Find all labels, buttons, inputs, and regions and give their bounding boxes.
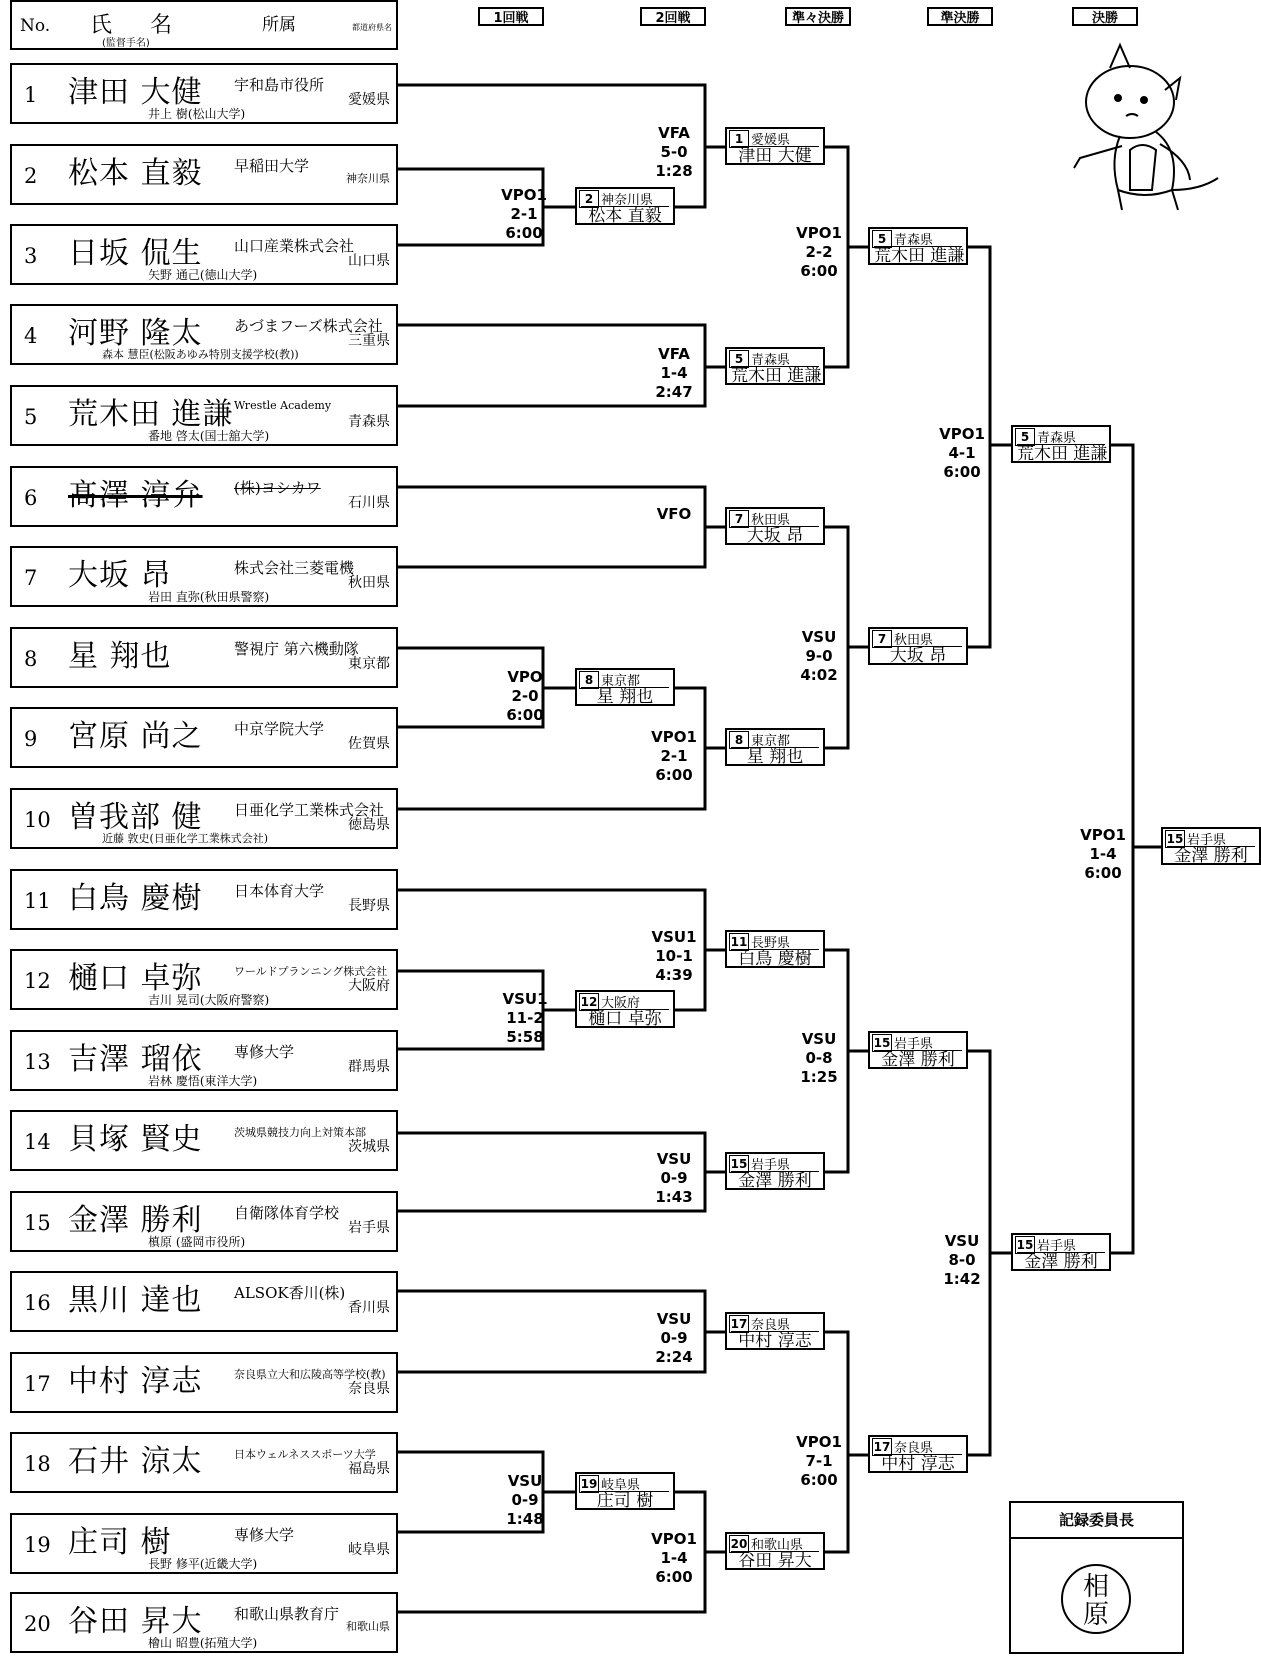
round-label-sf: 準決勝 [927,7,993,26]
athlete-name: 白鳥 慶樹 [68,881,203,916]
wire-r1-out [543,207,575,1492]
athlete-coach: 近藤 敦史(日亜化学工業株式会社) [102,832,269,845]
athlete-coach: 槙原 (盛岡市役所) [148,1235,246,1249]
athlete-prefecture: 佐賀県 [348,736,390,752]
bout-result: VFO [656,505,692,523]
bout-result: VPO1 4-1 6:00 [939,425,985,481]
bout-result: VSU 0-9 1:43 [655,1150,693,1206]
athlete-name: 大坂 昂 [68,558,172,593]
athlete-row [10,63,398,124]
winner-prefecture: 東京都 [751,734,791,749]
athlete-number: 6 [24,486,38,510]
athlete-affiliation: 宇和島市役所 [234,76,325,94]
wire-qf-out [705,147,725,1552]
athlete-affiliation: 株式会社三菱電機 [234,559,355,577]
winner-prefecture: 岩手県 [894,1037,934,1052]
winner-prefecture: 岩手県 [1187,833,1227,848]
winner-prefecture: 神奈川県 [601,193,654,208]
athlete-number: 10 [24,808,51,832]
athlete-number: 9 [24,727,38,751]
winner-prefecture: 岐阜県 [601,1478,641,1493]
winner-name: 金澤 勝利 [1017,1252,1105,1271]
athlete-name: 中村 淳志 [68,1364,203,1399]
athlete-number: 12 [24,969,51,993]
athlete-affiliation: 早稲田大学 [234,157,310,175]
athlete-name: 荒木田 進謙 [68,397,234,432]
athlete-affiliation: (株)ヨシカワ [234,479,321,497]
winner-box [575,1472,675,1510]
winner-box [1161,827,1261,865]
bout-result: VSU 8-0 1:42 [943,1232,981,1288]
winner-name: 荒木田 進謙 [874,246,965,266]
athlete-row [10,1030,398,1091]
athlete-prefecture: 長野県 [348,898,390,914]
winner-prefecture: 秋田県 [894,633,934,648]
athlete-row [10,1352,398,1413]
winner-box [1011,425,1111,463]
winner-number: 1 [729,130,749,148]
winner-number: 19 [580,1477,598,1491]
athlete-prefecture: 福島県 [348,1461,390,1477]
athlete-affiliation: あづまフーズ株式会社 [234,317,383,335]
winner-box [575,990,675,1028]
athlete-prefecture: 秋田県 [348,575,390,591]
winner-prefecture: 奈良県 [751,1318,791,1333]
winner-number: 17 [873,1440,891,1454]
header-no: No. [20,16,51,36]
athlete-name: 松本 直毅 [68,156,203,191]
athlete-row [10,869,398,930]
athlete-name: 金澤 勝利 [68,1203,203,1238]
winner-name: 金澤 勝利 [874,1050,962,1069]
bout-result: VPO1 2-2 6:00 [796,224,842,280]
winner-box [1011,1233,1111,1271]
winner-number: 20 [730,1537,748,1551]
records-chair-stamp [1009,1501,1184,1654]
winner-number: 15 [1166,832,1184,846]
athlete-affiliation: 茨城県競技力向上対策本部 [234,1126,366,1139]
athlete-affiliation: 日本ウェルネススポーツ大学 [234,1448,376,1461]
winner-box [725,1532,825,1570]
bout-result: VPO1 7-1 6:00 [796,1433,842,1489]
athlete-prefecture: 東京都 [348,656,390,672]
athlete-row [10,1592,398,1653]
athlete-number: 4 [24,324,38,348]
winner-number: 5 [872,230,892,248]
winner-box [575,187,675,225]
winner-box [868,1031,968,1069]
athlete-number: 17 [24,1372,51,1396]
winner-number: 17 [730,1317,748,1331]
athlete-name: 貝塚 賢史 [68,1122,203,1157]
athlete-number: 7 [24,566,38,590]
winner-name: 金澤 勝利 [731,1171,819,1190]
athlete-coach: 檜山 昭豊(拓殖大学) [148,1636,258,1650]
athlete-number: 13 [24,1050,51,1074]
athlete-affiliation: 中京学院大学 [234,720,325,738]
athlete-name: 宮原 尚之 [68,719,203,754]
athlete-affiliation: 専修大学 [234,1526,295,1544]
athlete-number: 3 [24,244,38,268]
header-coach: (監督手名) [102,38,150,49]
athlete-row [10,627,398,688]
round-label-1: 1回戦 [478,7,544,26]
athlete-prefecture: 茨城県 [348,1139,390,1155]
athlete-number: 15 [24,1211,51,1235]
athlete-row [10,1191,398,1252]
athlete-name: 黒川 達也 [68,1283,203,1318]
athlete-coach: 岩林 慶悟(東洋大学) [148,1074,258,1088]
athlete-number: 2 [24,164,38,188]
winner-name: 中村 淳志 [731,1331,819,1350]
bout-result: VPO1 1-4 6:00 [1080,826,1126,882]
athlete-prefecture: 青森県 [348,414,390,430]
bout-result: VSU1 11-2 5:58 [502,990,548,1046]
wire-sf-out [848,247,868,1455]
athlete-affiliation: 日本体育大学 [234,882,325,900]
athlete-affiliation: 日亜化学工業株式会社 [234,801,385,819]
winner-number: 15 [1016,1238,1034,1252]
stamp-title: 記録委員長 [1011,1503,1182,1539]
bout-result: VPO1 2-1 6:00 [651,728,697,784]
winner-name: 金澤 勝利 [1167,846,1255,865]
athlete-name: 河野 隆太 [68,316,203,351]
winner-box [868,627,968,665]
athlete-name: 庄司 樹 [68,1525,172,1560]
athlete-affiliation: 自衛隊体育学校 [234,1204,340,1222]
round-label-qf: 準々決勝 [785,7,851,26]
athlete-prefecture: 徳島県 [348,817,390,833]
athlete-affiliation: 奈良県立大和広陵高等学校(教) [234,1368,386,1381]
athlete-prefecture: 岐阜県 [348,1542,390,1558]
athlete-prefecture: 奈良県 [348,1381,390,1397]
svg-text:原: 原 [1082,1600,1110,1630]
athlete-name: 髙澤 淳弁 [68,478,203,513]
winner-box [725,728,825,766]
winner-prefecture: 青森県 [1037,431,1077,446]
winner-box [725,1312,825,1350]
athlete-name: 吉澤 瑠依 [68,1042,203,1077]
winner-box [868,227,968,265]
mascot-illustration [1060,40,1230,220]
athlete-prefecture: 山口県 [348,253,390,269]
athlete-row [10,144,398,205]
athlete-coach: 番地 啓太(国士舘大学) [148,429,270,443]
athlete-prefecture: 岩手県 [348,1220,390,1236]
athlete-prefecture: 神奈川県 [346,172,390,185]
athlete-row [10,466,398,527]
bout-result: VFA 5-0 1:28 [655,124,693,180]
athlete-coach: 井上 樹(松山大学) [148,107,246,121]
wire-f-out [990,445,1011,1253]
bout-result: VFA 1-4 2:47 [655,345,693,401]
winner-name: 大坂 昂 [731,526,819,545]
winner-prefecture: 秋田県 [751,513,791,528]
column-header [10,0,398,50]
athlete-number: 19 [24,1533,51,1557]
athlete-row [10,546,398,607]
winner-number: 7 [872,630,892,648]
athlete-affiliation: 和歌山県教育庁 [234,1605,340,1623]
athlete-name: 津田 大健 [68,75,203,110]
athlete-number: 5 [24,405,38,429]
athlete-number: 8 [24,647,38,671]
athlete-prefecture: 石川県 [348,495,390,511]
athlete-name: 日坂 侃生 [68,236,203,271]
winner-box [868,1435,968,1473]
athlete-number: 16 [24,1291,51,1315]
winner-box [725,127,825,165]
athlete-number: 20 [24,1612,51,1636]
athlete-affiliation: 警視庁 第六機動隊 [234,640,359,658]
athlete-coach: 吉川 晃司(大阪府警察) [148,993,270,1007]
bout-result: VSU1 10-1 4:39 [651,928,697,984]
winner-prefecture: 東京都 [601,674,641,689]
winner-name: 星 翔也 [581,687,669,706]
winner-box [725,930,825,968]
athlete-prefecture: 大阪府 [348,978,390,994]
winner-box [725,1152,825,1190]
winner-name: 津田 大健 [731,146,819,165]
athlete-prefecture: 和歌山県 [346,1620,390,1633]
winner-name: 荒木田 進謙 [1017,444,1108,464]
athlete-name: 谷田 昇大 [68,1604,203,1639]
athlete-name: 石井 涼太 [68,1444,203,1479]
winner-name: 谷田 昇大 [731,1551,819,1570]
header-prefecture: 都道府県名 [352,23,392,32]
winner-number: 8 [579,671,599,689]
athlete-row [10,224,398,285]
athlete-row [10,949,398,1010]
athlete-coach: 矢野 通己(徳山大学) [148,268,258,282]
athlete-number: 18 [24,1452,51,1476]
athlete-prefecture: 群馬県 [348,1059,390,1075]
athlete-affiliation: 山口産業株式会社 [234,237,355,255]
winner-name: 松本 直毅 [581,206,669,225]
athlete-prefecture: 香川県 [348,1300,390,1316]
athlete-name: 樋口 卓弥 [68,961,203,996]
winner-number: 12 [580,995,598,1009]
athlete-row [10,788,398,849]
bout-result: VSU 9-0 4:02 [800,628,838,684]
athlete-affiliation: 専修大学 [234,1043,295,1061]
athlete-row [10,707,398,768]
bout-result: VPO1 1-4 6:00 [651,1530,697,1586]
svg-text:相: 相 [1082,1572,1110,1602]
winner-number: 5 [1015,428,1035,446]
winner-name: 白鳥 慶樹 [731,949,819,968]
athlete-prefecture: 愛媛県 [348,92,390,108]
athlete-number: 1 [24,83,38,107]
winner-prefecture: 青森県 [751,353,791,368]
winner-number: 15 [730,1157,748,1171]
winner-name: 大坂 昂 [874,646,962,665]
winner-number: 15 [873,1036,891,1050]
wire-qf-3 [398,487,705,567]
athlete-number: 14 [24,1130,51,1154]
athlete-row [10,1513,398,1574]
athlete-row [10,1110,398,1171]
winner-name: 樋口 卓弥 [581,1009,669,1028]
athlete-name: 星 翔也 [68,639,172,674]
athlete-number: 11 [24,889,51,913]
athlete-name: 曽我部 健 [68,800,203,835]
athlete-row [10,1271,398,1332]
bout-result: VPO1 2-1 6:00 [501,186,547,242]
winner-prefecture: 和歌山県 [751,1538,804,1553]
winner-prefecture: 岩手県 [751,1158,791,1173]
athlete-affiliation: ワールドプランニング株式会社 [234,965,388,978]
winner-prefecture: 愛媛県 [751,133,791,148]
athlete-affiliation: ALSOK香川(株) [234,1284,346,1302]
winner-name: 中村 淳志 [874,1454,962,1473]
bout-result: VPO 2-0 6:00 [506,668,544,724]
winner-box [725,507,825,545]
athlete-affiliation: Wrestle Academy [234,399,332,412]
round-label-2: 2回戦 [640,7,706,26]
round-label-final: 決勝 [1072,7,1138,26]
winner-prefecture: 岩手県 [1037,1239,1077,1254]
bout-result: VSU 0-9 2:24 [655,1310,693,1366]
bout-result: VSU 0-9 1:48 [506,1472,544,1528]
winner-number: 7 [729,510,749,528]
winner-prefecture: 長野県 [751,936,791,951]
header-name: 氏 名 [90,13,181,38]
winner-prefecture: 奈良県 [894,1441,934,1456]
winner-name: 荒木田 進謙 [731,366,822,386]
winner-number: 11 [730,935,748,949]
header-affiliation: 所属 [262,15,296,35]
winner-number: 8 [729,731,749,749]
athlete-prefecture: 三重県 [348,333,390,349]
winner-name: 庄司 樹 [581,1491,669,1510]
athlete-coach: 岩田 直弥(秋田県警察) [148,590,270,604]
winner-box [575,668,675,706]
winner-number: 5 [729,350,749,368]
winner-prefecture: 大阪府 [601,996,641,1011]
athlete-coach: 長野 修平(近畿大学) [148,1557,258,1571]
athlete-row [10,304,398,365]
winner-prefecture: 青森県 [894,233,934,248]
athlete-row [10,1432,398,1493]
winner-name: 星 翔也 [731,747,819,766]
athlete-row [10,385,398,446]
winner-box [725,347,825,385]
bout-result: VSU 0-8 1:25 [800,1030,838,1086]
winner-number: 2 [579,190,599,208]
athlete-coach: 森本 慧臣(松阪あゆみ特別支援学校(教)) [102,348,299,361]
hanko-seal [1011,1539,1182,1654]
